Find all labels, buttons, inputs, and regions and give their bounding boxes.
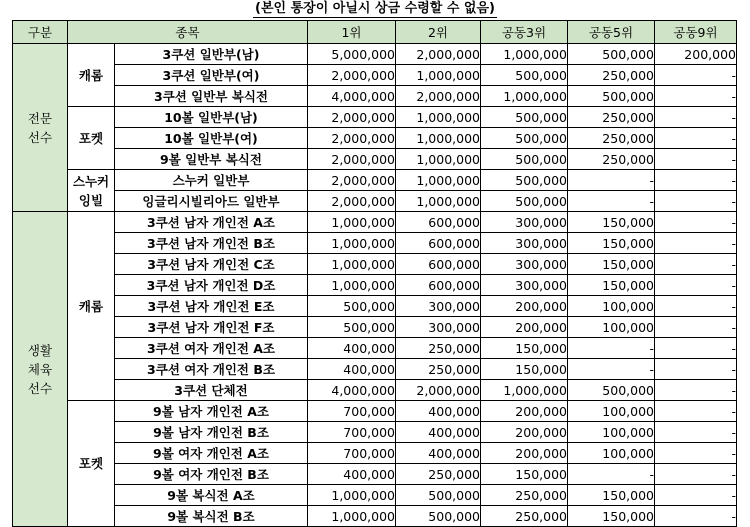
event-name: 9볼 남자 개인전 B조 [115,422,308,443]
prize-amount: 2,000,000 [396,380,481,401]
table-row [13,464,737,485]
prize-amount: 600,000 [396,233,481,254]
prize-amount: - [568,464,655,485]
prize-amount: 600,000 [396,212,481,233]
prize-amount: 100,000 [568,296,655,317]
prize-amount: 2,000,000 [308,149,396,170]
event-name: 10볼 일반부(여) [115,128,308,149]
prize-amount: 500,000 [481,170,568,191]
table-row [13,359,737,380]
prize-amount: 2,000,000 [308,107,396,128]
event-name: 3쿠션 일반부(여) [115,65,308,86]
prize-amount: 150,000 [481,464,568,485]
prize-amount: - [655,86,737,107]
prize-amount: 1,000,000 [481,44,568,65]
prize-amount: 100,000 [568,422,655,443]
prize-amount: 5,000,000 [308,44,396,65]
prize-amount: 200,000 [481,401,568,422]
table-row [13,506,737,527]
prize-amount: 400,000 [396,422,481,443]
prize-amount: 1,000,000 [308,485,396,506]
prize-amount: 400,000 [308,338,396,359]
prize-amount: 2,000,000 [308,128,396,149]
prize-amount: - [655,443,737,464]
table-row [13,149,737,170]
prize-amount: - [655,149,737,170]
prize-amount: 300,000 [481,212,568,233]
prize-amount: 1,000,000 [396,128,481,149]
table-row [13,44,737,65]
header-category: 구분 [13,21,68,44]
prize-amount: 2,000,000 [308,191,396,212]
category-cell: 생활 체육 선수 [13,212,68,527]
event-name: 9볼 일반부 복식전 [115,149,308,170]
prize-amount: 700,000 [308,422,396,443]
prize-amount: - [655,254,737,275]
prize-amount: 600,000 [396,275,481,296]
prize-amount: 150,000 [568,506,655,527]
prize-amount: 1,000,000 [396,149,481,170]
prize-amount: 500,000 [481,107,568,128]
prize-amount: - [568,338,655,359]
prize-amount: 200,000 [655,44,737,65]
table-row [13,317,737,338]
prize-amount: 1,000,000 [308,254,396,275]
table-row [13,170,737,191]
prize-amount: 500,000 [481,149,568,170]
prize-amount: 250,000 [568,128,655,149]
prize-amount: 700,000 [308,401,396,422]
discipline-cell: 스누커 잉빌 [68,170,115,212]
prize-amount: 600,000 [396,254,481,275]
prize-amount: - [655,170,737,191]
prize-amount: 2,000,000 [308,65,396,86]
table-row [13,128,737,149]
event-name: 3쿠션 남자 개인전 B조 [115,233,308,254]
prize-amount: - [655,485,737,506]
prize-amount: 1,000,000 [308,275,396,296]
event-name: 9볼 남자 개인전 A조 [115,401,308,422]
table-row [13,422,737,443]
prize-amount: - [655,191,737,212]
table-row [13,65,737,86]
prize-amount: 250,000 [568,65,655,86]
prize-amount: 100,000 [568,317,655,338]
event-name: 3쿠션 남자 개인전 D조 [115,275,308,296]
event-name: 3쿠션 남자 개인전 E조 [115,296,308,317]
prize-amount: 400,000 [308,464,396,485]
prize-amount: 250,000 [396,464,481,485]
prize-amount: 250,000 [396,338,481,359]
prize-amount: 500,000 [396,485,481,506]
prize-amount: - [655,65,737,86]
table-row [13,443,737,464]
prize-amount: 4,000,000 [308,380,396,401]
prize-amount: 250,000 [481,506,568,527]
prize-amount: - [655,275,737,296]
prize-table-body [13,44,737,527]
header-joint-5th: 공동5위 [568,21,655,44]
table-row [13,485,737,506]
table-row [13,86,737,107]
event-name: 스누커 일반부 [115,170,308,191]
event-name: 9볼 복식전 A조 [115,485,308,506]
prize-amount: - [568,359,655,380]
prize-amount: 100,000 [568,401,655,422]
event-name: 3쿠션 여자 개인전 A조 [115,338,308,359]
prize-amount: - [655,464,737,485]
event-name: 잉글리시빌리아드 일반부 [115,191,308,212]
prize-amount: 1,000,000 [396,191,481,212]
event-name: 3쿠션 일반부(남) [115,44,308,65]
table-row [13,233,737,254]
event-name: 3쿠션 여자 개인전 B조 [115,359,308,380]
prize-amount: - [655,128,737,149]
prize-amount: 150,000 [568,485,655,506]
prize-amount: 1,000,000 [308,212,396,233]
header-2nd: 2위 [396,21,481,44]
discipline-cell: 포켓 [68,107,115,170]
prize-amount: 250,000 [396,359,481,380]
prize-amount: 1,000,000 [308,506,396,527]
discipline-cell: 포켓 [68,401,115,527]
event-name: 3쿠션 남자 개인전 F조 [115,317,308,338]
header-1st: 1위 [308,21,396,44]
table-row [13,401,737,422]
table-row [13,191,737,212]
event-name: 3쿠션 남자 개인전 A조 [115,212,308,233]
header-row [13,21,737,44]
prize-amount: 2,000,000 [396,86,481,107]
prize-amount: 200,000 [481,296,568,317]
table-row [13,338,737,359]
prize-amount: - [568,191,655,212]
prize-amount: - [655,317,737,338]
prize-amount: 500,000 [481,65,568,86]
notice-text: (본인 통장이 아닐시 상금 수령할 수 없음) [255,1,495,16]
prize-amount: - [568,170,655,191]
event-name: 9볼 복식전 B조 [115,506,308,527]
prize-amount: - [655,422,737,443]
notice-heading [0,0,750,20]
prize-amount: - [655,233,737,254]
event-name: 10볼 일반부(남) [115,107,308,128]
prize-amount: 500,000 [568,44,655,65]
header-event: 종목 [68,21,308,44]
prize-amount: 500,000 [396,506,481,527]
table-row [13,380,737,401]
prize-amount: 4,000,000 [308,86,396,107]
event-name: 3쿠션 일반부 복식전 [115,86,308,107]
prize-amount: 150,000 [481,338,568,359]
prize-amount: 250,000 [568,149,655,170]
prize-amount: 1,000,000 [396,170,481,191]
header-joint-9th: 공동9위 [655,21,737,44]
prize-amount: 150,000 [568,212,655,233]
table-row [13,212,737,233]
prize-amount: 500,000 [481,128,568,149]
prize-amount: 500,000 [308,296,396,317]
table-row [13,275,737,296]
prize-amount: - [655,338,737,359]
prize-amount: 500,000 [568,380,655,401]
table-row [13,254,737,275]
prize-amount: 300,000 [481,254,568,275]
prize-amount: - [655,107,737,128]
prize-amount: - [655,506,737,527]
prize-amount: - [655,401,737,422]
prize-amount: 250,000 [568,107,655,128]
prize-amount: 150,000 [568,233,655,254]
prize-amount: 200,000 [481,317,568,338]
prize-amount: 400,000 [308,359,396,380]
prize-amount: 300,000 [396,296,481,317]
prize-amount: 1,000,000 [396,107,481,128]
prize-amount: 1,000,000 [396,65,481,86]
prize-amount: 400,000 [396,401,481,422]
event-name: 3쿠션 남자 개인전 C조 [115,254,308,275]
prize-amount: 1,000,000 [308,233,396,254]
prize-amount: - [655,380,737,401]
prize-amount: 400,000 [396,443,481,464]
event-name: 9볼 여자 개인전 A조 [115,443,308,464]
prize-amount: 2,000,000 [308,170,396,191]
prize-amount: - [655,359,737,380]
category-cell: 전문 선수 [13,44,68,212]
discipline-cell: 캐롬 [68,212,115,401]
prize-amount: - [655,212,737,233]
table-row [13,296,737,317]
prize-amount: 200,000 [481,443,568,464]
prize-amount: 500,000 [308,317,396,338]
prize-amount: 500,000 [481,191,568,212]
table-row [13,107,737,128]
prize-amount: 2,000,000 [396,44,481,65]
event-name: 9볼 여자 개인전 B조 [115,464,308,485]
prize-amount: 250,000 [481,485,568,506]
prize-amount: 1,000,000 [481,86,568,107]
prize-amount: - [655,296,737,317]
prize-amount: 1,000,000 [481,380,568,401]
prize-amount: 100,000 [568,443,655,464]
header-joint-3rd: 공동3위 [481,21,568,44]
prize-table [12,20,737,527]
prize-amount: 300,000 [481,275,568,296]
prize-amount: 150,000 [568,254,655,275]
prize-amount: 300,000 [396,317,481,338]
discipline-cell: 캐롬 [68,44,115,107]
prize-amount: 150,000 [568,275,655,296]
prize-amount: 700,000 [308,443,396,464]
event-name: 3쿠션 단체전 [115,380,308,401]
prize-amount: 500,000 [568,86,655,107]
prize-amount: 150,000 [481,359,568,380]
prize-amount: 300,000 [481,233,568,254]
prize-amount: 200,000 [481,422,568,443]
